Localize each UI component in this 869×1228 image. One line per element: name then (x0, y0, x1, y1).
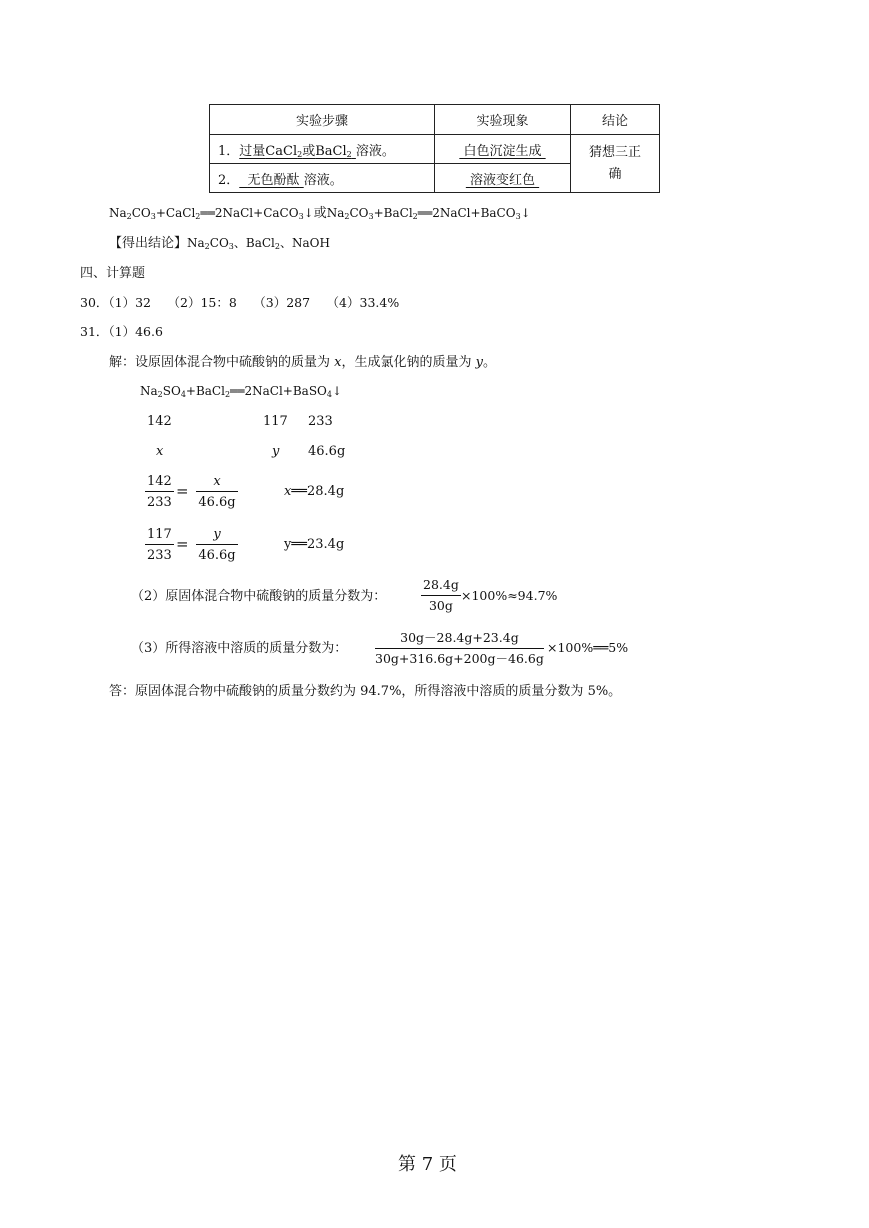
step-2-number: 2． (218, 172, 240, 188)
mass-142: 142 (147, 414, 172, 429)
conclusion-label: 【得出结论】 (109, 236, 188, 251)
phenomenon-2-cell (435, 164, 571, 193)
page-footer: 第 7 页 (398, 1154, 457, 1175)
mass-y: y (272, 444, 280, 459)
table-header-row (210, 105, 660, 135)
page-number: 7 (421, 1154, 434, 1175)
equations-line: $Na_2CO_3+CaCl_2══2NaCl+CaCO_3↓$或$Na_2CO_3+BaCl_2══2NaCl+BaCO_3↓$ (109, 206, 531, 221)
part-2-label: （2）原固体混合物中硫酸钠的质量分数为： (131, 589, 387, 604)
part-3-result: ×100%══5% (547, 640, 629, 655)
section-title: 四、计算题 (80, 266, 146, 281)
step-1-answer: 过量CaCl$_2$或BaCl$_2$ (239, 143, 352, 159)
mass-46-6g: 46.6g (308, 444, 346, 459)
phenomenon-2-answer: 溶液变红色 (469, 172, 535, 188)
ratio-2-left: $\frac{117}{233}$ (147, 527, 172, 563)
step-2-answer: 无色酚酞 (247, 172, 300, 188)
ratio-1-right: $\frac{x}{46.6g}$ (196, 475, 238, 509)
step-2-suffix: 溶液。 (303, 172, 343, 188)
header-steps: 实验步骤 (210, 105, 435, 135)
conclusion-line-2: 确 (608, 166, 622, 182)
ratio-1-left: $\frac{142}{233}$ (147, 474, 172, 510)
mass-117: 117 (263, 414, 288, 429)
ratio-2-right: $\frac{y}{46.6g}$ (196, 528, 238, 562)
ratio-1-result: x══28.4g (284, 484, 345, 499)
mass-x: x (156, 444, 164, 459)
table-row (210, 135, 660, 164)
conclusion-cell (571, 135, 660, 193)
experiment-table (209, 104, 660, 193)
ratio-2-equals: = (176, 535, 189, 553)
reaction-equation: $Na_2SO_4+BaCl_2══2NaCl+BaSO_4↓$ (140, 384, 343, 399)
ratio-2-result: y══23.4g (284, 537, 345, 552)
ratio-1-equals: = (176, 482, 189, 500)
conclusion-line-1: 猜想三正 (588, 144, 641, 160)
step-2-cell (210, 164, 435, 193)
header-phenomenon: 实验现象 (435, 105, 571, 135)
derived-conclusion (109, 237, 330, 250)
phenomenon-1-answer: 白色沉淀生成 (463, 143, 542, 159)
question-30-answers: 30．（1）32 （2）15：8 （3）287 （4）33.4% (80, 295, 400, 310)
step-1-cell (210, 135, 435, 164)
question-31-head: 31．（1）46.6 (80, 324, 163, 339)
part-2-fraction: $\frac{28.4g}{30g}$ (423, 577, 459, 613)
step-1-number: 1． (218, 143, 240, 159)
mass-233: 233 (308, 414, 333, 429)
part-3-fraction: $\frac{30g-28.4g+23.4g}{30g+316.6g+200g-46.6g}$ (375, 630, 544, 666)
phenomenon-1-cell (435, 135, 571, 164)
header-conclusion: 结论 (571, 105, 660, 135)
question-31-intro: 解：设原固体混合物中硫酸钠的质量为 x，生成氯化钠的质量为 y。 (109, 355, 496, 370)
final-answer: 答：原固体混合物中硫酸钠的质量分数约为 94.7%，所得溶液中溶质的质量分数为 5%。 (109, 684, 622, 699)
conclusion-text: $Na_2CO_3$、BaCl$_2$、NaOH (187, 236, 330, 251)
step-1-suffix: 溶液。 (355, 143, 395, 159)
part-3-label: （3）所得溶液中溶质的质量分数为： (131, 641, 348, 656)
part-2-result: ×100%≈94.7% (461, 588, 558, 603)
